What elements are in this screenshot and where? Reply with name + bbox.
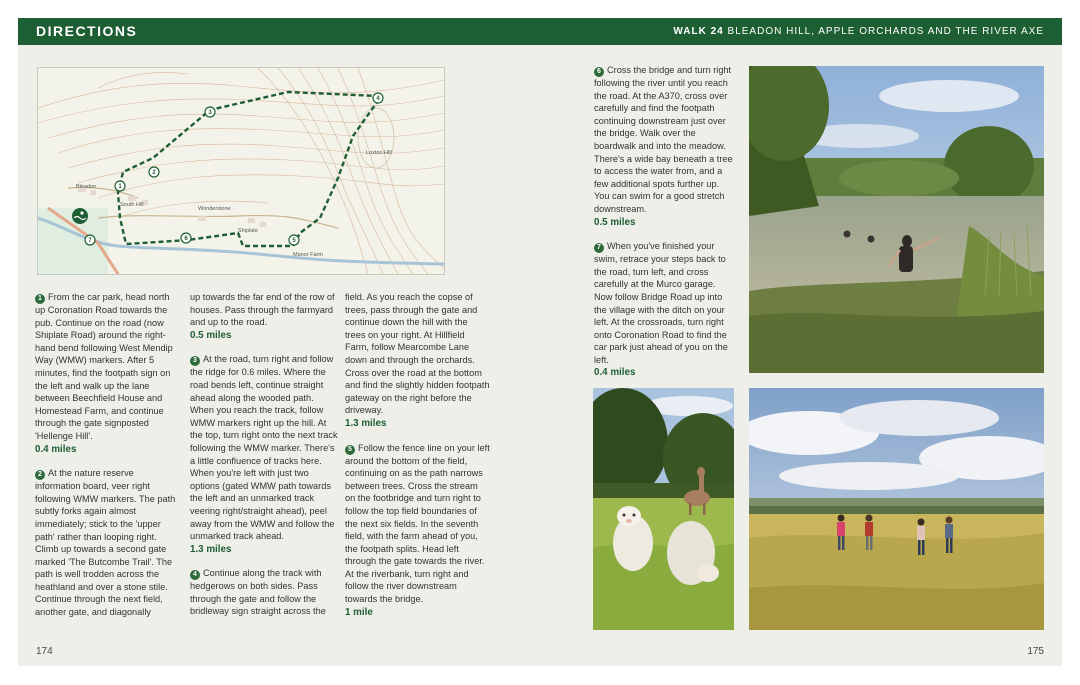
map-label-bleadon: Bleadon <box>76 184 97 190</box>
text-column-3 <box>345 291 490 630</box>
map-waypoint-6: 6 <box>184 236 188 242</box>
step-1-miles: 0.4 miles <box>35 443 77 455</box>
direction-step-1 <box>35 291 180 456</box>
walk-number: WALK 24 <box>673 26 724 37</box>
direction-step-2-cont <box>190 291 338 342</box>
step-7-miles: 0.4 miles <box>594 367 636 379</box>
direction-step-4-cont <box>345 291 490 431</box>
direction-step-7 <box>594 240 736 380</box>
step-2-miles: 0.5 miles <box>190 329 232 341</box>
step-number-1: 1 <box>35 294 45 304</box>
step-6-text: Cross the bridge and turn right following the river until you reach the road. At the A370, cross over carefully and find the footpath continuing downstream just over the bridge. Walk over the boardwalk and into the meadow. There's a wide bay beneath a tree to access the water from, and a few additional spots further up. You can swim for a good stretch downstream. <box>594 65 733 214</box>
step-7-text: When you've finished your swim, retrace your steps back to the road, turn left, and cross carefully at the Murco garage. Now follow Bridge Road up into the village with the ditch on your left. At the crossroads, turn right onto Coronation Road to find the car park just ahead of you on the left. <box>594 241 728 365</box>
step-6-miles: 0.5 miles <box>594 216 636 228</box>
step-2-text-a: At the nature reserve information board, veer right following WMW markers. The path subtly forks again almost immediately; stick to the 'upper path' rather than looping right. Climb up towards a second gate marked 'The Butcombe Trail'. The path is well trodden across the heathland and over a stone stile. Continue through the next field, another gate, and diagonally <box>35 468 176 618</box>
swim-spot-icon <box>72 208 88 224</box>
direction-step-4 <box>190 567 338 618</box>
photo-sheep-alpaca-svg <box>593 388 734 630</box>
walk-title <box>673 26 1044 37</box>
direction-step-2 <box>35 467 180 619</box>
map-waypoint-3: 3 <box>208 110 212 116</box>
step-number-5: 5 <box>345 445 355 455</box>
step-5-miles: 1 mile <box>345 606 373 618</box>
step-number-3: 3 <box>190 356 200 366</box>
route-map-svg <box>38 68 444 274</box>
step-5-text: Follow the fence line on your left around the bottom of the field, continuing on as the path narrows between trees. Cross the stream on the footbridge and turn right to follow the top field boundaries of the next six fields. In the seventh field, with the farm ahead of you, the footpath splits. Head left through the gate towards the river. At the riverbank, turn right and follow the river downstream towards the bridge. <box>345 442 490 605</box>
map-label-wonderstone: Wonderstone <box>198 206 231 212</box>
direction-step-3 <box>190 353 338 556</box>
step-number-6: 6 <box>594 67 604 77</box>
text-column-4 <box>594 64 736 391</box>
direction-step-5 <box>345 442 490 620</box>
header-bar <box>18 18 1062 45</box>
step-4-miles: 1.3 miles <box>345 417 387 429</box>
step-4-text-a: Continue along the track with hedgerows on both sides. Pass through the gate and follow the bridleway sign straight across the <box>190 568 326 617</box>
step-number-7: 7 <box>594 243 604 253</box>
map-label-loxton-hill: Loxton Hill <box>366 150 392 156</box>
map-waypoint-2: 2 <box>152 170 156 176</box>
step-1-text: From the car park, head north up Coronation Road towards the pub. Continue on the road (now Shiplate Road) around the right-hand bend following West Mendip Way (WMW) markers. After 5 minutes, find the footpath sign on the left and walk up the lane between Beechfield House and Homestead Farm, and continue through the gate signposted 'Hellenge Hill'. <box>35 292 173 441</box>
text-column-2 <box>190 291 338 629</box>
book-spread <box>18 18 1062 666</box>
photo-walkers-meadow <box>749 388 1044 630</box>
map-waypoint-4: 4 <box>376 96 380 102</box>
photo-river-swim <box>749 66 1044 373</box>
map-label-shiplate: Shiplate <box>238 228 258 234</box>
walk-name: BLEADON HILL, APPLE ORCHARDS AND THE RIVER AXE <box>727 26 1044 37</box>
photo-walkers-meadow-svg <box>749 388 1044 630</box>
direction-step-6 <box>594 64 736 229</box>
photo-river-swim-svg <box>749 66 1044 373</box>
step-3-text: At the road, turn right and follow the ridge for 0.6 miles. Where the road bends left, continue straight ahead along the wooded path. When you reach the track, follow WMW markers right up the hill. At the top, turn right onto the next track following the WMW marker. There's a little confluence of tracks here. When you're left with just two options (gated WMW path towards the left and an unmarked track veering right/straight ahead), peel away from the WMW and follow the unmarked track ahead. <box>190 354 338 542</box>
step-3-miles: 1.3 miles <box>190 543 232 555</box>
section-title: DIRECTIONS <box>36 23 138 39</box>
text-column-1 <box>35 291 180 630</box>
route-map <box>37 67 445 275</box>
step-number-4: 4 <box>190 570 200 580</box>
map-waypoint-5: 5 <box>292 238 296 244</box>
page-number-right: 175 <box>1027 646 1044 657</box>
page-number-left: 174 <box>36 646 53 657</box>
photo-sheep-alpaca <box>593 388 734 630</box>
map-label-south-hill: South Hill <box>120 202 144 208</box>
map-label-manor-farm: Manor Farm <box>293 252 323 258</box>
step-2-text-b: up towards the far end of the row of houses. Pass through the farmyard and up to the road. <box>190 292 335 328</box>
step-4-text-b: field. As you reach the copse of trees, pass through the gate and continue down the hill with the trees on your right. At Hillfield Farm, follow Mearcombe Lane down and through the orchards. Cross over the road at the bottom and find the slightly hidden footpath gateway on the right before the driveway. <box>345 292 490 416</box>
map-waypoint-7: 7 <box>88 238 92 244</box>
map-waypoint-1: 1 <box>118 184 122 190</box>
step-number-2: 2 <box>35 470 45 480</box>
